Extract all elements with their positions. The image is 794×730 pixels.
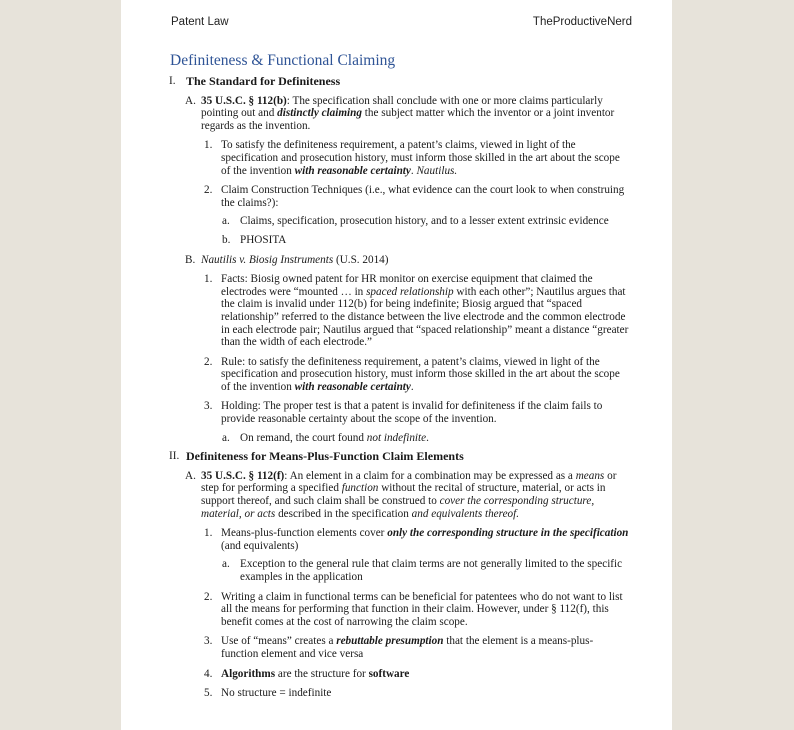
emphasis: distinctly claiming — [277, 107, 362, 120]
item-text: 35 U.S.C. § 112(b): The specification shall conclude with one or more claims particularly pointing out and distinctly claiming the subject matter which the inventor or a joint inventor regards as the invention. — [201, 94, 615, 132]
emphasis: only the corresponding structure in the specification — [387, 527, 629, 540]
item-letter: a. — [222, 431, 230, 444]
emphasis: rebuttable presumption — [336, 635, 444, 648]
item-text: 35 U.S.C. § 112(f): An element in a claim for a combination may be expressed as a means or step for performing a specified function without the recital of structure, material, or acts in support thereof, and such claim shall be construed to cover the corresponding structure, material, or acts described in the specification and equivalents thereof. — [201, 469, 617, 520]
item-text: Means-plus-function elements cover only the corresponding structure in the specification (and equivalents) — [221, 527, 629, 552]
outline-item — [121, 400, 672, 425]
outline-item — [121, 139, 672, 177]
item-number: 4. — [204, 667, 213, 680]
item-number: 3. — [204, 400, 213, 413]
item-text: On remand, the court found not indefinite. — [240, 431, 429, 444]
item-letter: A. — [185, 94, 196, 107]
item-text: Algorithms are the structure for software — [221, 667, 410, 680]
case-name: Nautilis v. Biosig Instruments — [201, 253, 334, 266]
roman-numeral: I. — [169, 75, 176, 87]
page-title: Definiteness & Functional Claiming — [170, 52, 396, 69]
outline-item — [121, 254, 672, 267]
item-number: 3. — [204, 635, 213, 648]
outline — [121, 72, 672, 700]
header-left: Patent Law — [171, 16, 229, 28]
item-number: 2. — [204, 184, 213, 197]
outline-item — [121, 470, 672, 520]
item-number: 2. — [204, 355, 213, 368]
item-text: No structure = indefinite — [221, 687, 332, 700]
outline-item — [121, 184, 672, 209]
item-text: Claims, specification, prosecution history, and to a lesser extent extrinsic evidence — [240, 215, 609, 228]
item-text: Facts: Biosig owned patent for HR monitor on exercise equipment that claimed the electrodes were “mounted … in spaced relationship with each other”; Nautilus argues that the claim is invalid under 112(b) for being indefinite; Biosig argued that “spaced relationship” referred to the distance between the live electrode and the common electrode in each electrode pair; Nautilus argued that “spaced relationship” meant a distance “greater than the width of each electrode.” — [221, 273, 629, 349]
statute-cite: 35 U.S.C. § 112(b) — [201, 94, 287, 107]
emphasis: with reasonable certainty — [294, 380, 411, 393]
section-heading — [121, 75, 672, 88]
item-letter: b. — [222, 233, 231, 246]
outline-item — [121, 234, 672, 247]
outline-item — [121, 527, 672, 552]
item-letter: B. — [185, 253, 196, 266]
outline-item — [121, 356, 672, 394]
outline-item — [121, 635, 672, 660]
statute-cite: 35 U.S.C. § 112(f) — [201, 469, 285, 482]
outline-item — [121, 273, 672, 349]
case-name: Nautilus. — [416, 164, 458, 177]
header-right: TheProductiveNerd — [532, 16, 632, 28]
item-text: Holding: The proper test is that a patent is invalid for definiteness if the claim fails to provide reasonable certainty about the scope of the invention. — [221, 400, 603, 426]
item-text: To satisfy the definiteness requirement, a patent’s claims, viewed in light of the specification and prosecution history, must inform those skilled in the art about the scope of the invention with reasonable certainty. Nautilus. — [221, 139, 620, 177]
item-text: Exception to the general rule that claim terms are not generally limited to the specific examples in the application — [240, 558, 623, 583]
outline-item — [121, 558, 672, 583]
item-number: 5. — [204, 687, 213, 700]
item-letter: a. — [222, 215, 230, 228]
item-number: 2. — [204, 590, 213, 603]
item-text: Writing a claim in functional terms can be beneficial for patentees who do not want to list all the means for performing that function in their claim. However, under § 112(f), this benefit comes at the cost of narrowing the claim scope. — [221, 590, 623, 628]
item-text: Claim Construction Techniques (i.e., what evidence can the court look to when construing the claims?): — [221, 184, 625, 209]
item-text: Use of “means” creates a rebuttable presumption that the element is a means-plus-function element and vice versa — [221, 635, 594, 660]
item-letter: A. — [185, 469, 196, 482]
outline-item — [121, 215, 672, 228]
item-number: 1. — [204, 527, 213, 540]
section-title: The Standard for Definiteness — [186, 74, 341, 88]
outline-item — [121, 432, 672, 445]
emphasis: not indefinite — [366, 431, 427, 444]
item-number: 1. — [204, 139, 213, 152]
roman-numeral: II. — [169, 450, 180, 463]
item-text: Nautilis v. Biosig Instruments (U.S. 2014) — [201, 253, 389, 266]
outline-item — [121, 591, 672, 629]
item-text: Rule: to satisfy the definiteness requirement, a patent’s claims, viewed in light of the specification and prosecution history, must inform those skilled in the art about the scope of the invention with reasonable certainty. — [221, 355, 620, 393]
outline-item — [121, 95, 672, 133]
item-number: 1. — [204, 273, 213, 286]
emphasis: spaced relationship — [366, 285, 454, 298]
item-letter: a. — [222, 558, 230, 571]
outline-item — [121, 668, 672, 681]
item-text: PHOSITA — [240, 233, 287, 246]
document-page — [121, 0, 672, 730]
section-heading — [121, 450, 672, 463]
section-title: Definiteness for Means-Plus-Function Claim Elements — [186, 449, 464, 464]
outline-item — [121, 687, 672, 700]
emphasis: with reasonable certainty — [294, 164, 411, 177]
